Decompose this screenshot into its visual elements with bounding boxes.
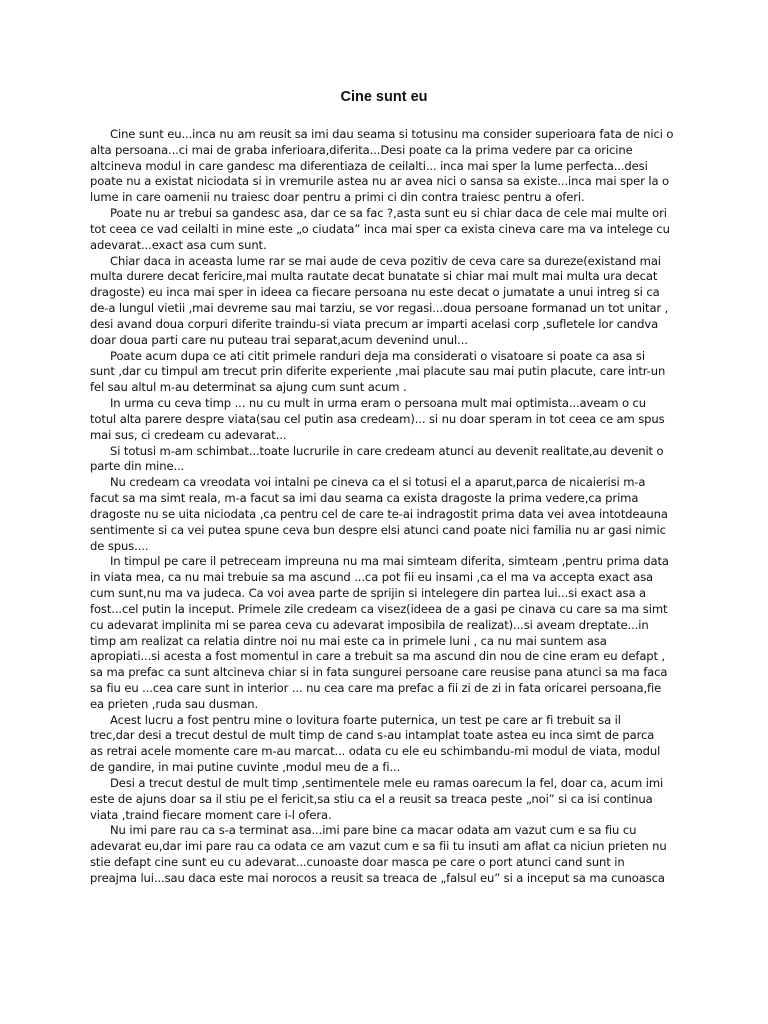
- text-line: sa fiu eu ...cea care sunt in interior ... nu cea care ma prefac a fii zi de zi in fata oricarei persoana,fie: [90, 680, 662, 695]
- text-line: Nu credeam ca vreodata voi intalni pe cineva ca el si totusi el a aparut,parca de nicaierisi m-a: [110, 475, 646, 490]
- text-line: poate nu a existat niciodata si in vremurile astea nu ar avea nici o sansa sa existe...inca mai sper la o: [90, 174, 669, 189]
- text-line: as retrai acele momente care m-au marcat... odata cu ele eu schimbandu-mi modul de viata, modul: [90, 744, 661, 759]
- paragraph: [90, 776, 680, 823]
- text-line: Nu imi pare rau ca s-a terminat asa...imi pare bine ca macar odata am vazut cum e sa fiu cu: [110, 823, 637, 838]
- text-line: dragoste nu se uita niciodata ,ca pentru cel de care te-ai indragostit prima data vei avea intotdeauna: [90, 506, 668, 521]
- text-line: multa durere decat fericire,mai multa rautate decat bunatate si chiar mai mult mai multa ura decat: [90, 269, 658, 284]
- text-line: de gandire, in mai putine cuvinte ,modul meu de a fi...: [90, 760, 401, 775]
- paragraph: [90, 349, 680, 396]
- text-line: fel sau altul m-au determinat sa ajung cum sunt acum .: [90, 380, 407, 395]
- text-line: In urma cu ceva timp ... nu cu mult in urma eram o persoana mult mai optimista...aveam o cu: [110, 396, 647, 411]
- text-line: fost...cel putin la inceput. Primele zile credeam ca visez(ideea de a gasi pe cinava cu care sa ma simt: [90, 601, 668, 616]
- text-line: preajma lui...sau daca este mai norocos a reusit sa treaca de „falsul eu” si a inceput sa ma cunoasca: [90, 870, 665, 885]
- text-line: tot ceea ce vad ceilalti in mine este „o ciudata” inca mai sper ca exista cineva care ma va intelege cu: [90, 221, 670, 236]
- text-line: stie defapt cine sunt eu cu adevarat...cunoaste doar masca pe care o port atunci cand sunt in: [90, 855, 625, 870]
- text-line: cu adevarat implinita mi se parea ceva cu adevarat imposibila de realizat)...si aveam dreptate...in: [90, 617, 649, 632]
- paragraph: [90, 475, 680, 554]
- text-line: sa ma prefac ca sunt altcineva chiar si in fata sungurei persoane care reusise pana atunci sa ma faca: [90, 665, 668, 680]
- text-line: Desi a trecut destul de mult timp ,sentimentele mele eu ramas oarecum la fel, doar ca, acum imi: [110, 775, 664, 790]
- text-line: desi avand doua corpuri diferite traindu-si viata precum ar imparti acelasi corp ,sufletele lor candva: [90, 316, 659, 331]
- document-body: [90, 127, 680, 887]
- text-line: mai sus, ci credeam cu adevarat...: [90, 427, 287, 442]
- text-line: facut sa ma simt reala, m-a facut sa imi dau seama ca exista dragoste la prima vedere,ca prima: [90, 491, 639, 506]
- text-line: ea prieten ,ruda sau dusman.: [90, 696, 259, 711]
- text-line: lume in care oamenii nu traiesc doar pentru a primi ci din contra traiesc pentru a oferi.: [90, 190, 585, 205]
- text-line: in viata mea, ca nu mai trebuie sa ma ascund ...ca pot fii eu insami ,ca el ma va accepta exact asa: [90, 570, 654, 585]
- text-line: de-a lungul vietii ,mai devreme sau mai tarziu, se vor regasi...doua persoane formanad un tot unitar ,: [90, 301, 669, 316]
- text-line: adevarat...exact asa cum sunt.: [90, 237, 267, 252]
- text-line: alta persoana...ci mai de graba inferioara,diferita...Desi poate ca la prima vedere par ca oricine: [90, 142, 633, 157]
- text-line: Cine sunt eu...inca nu am reusit sa imi dau seama si totusinu ma consider superioara fata de nici o: [110, 127, 674, 141]
- text-line: Poate nu ar trebui sa gandesc asa, dar ce sa fac ?,asta sunt eu si chiar daca de cele mai multe ori: [110, 206, 667, 221]
- paragraph: [90, 127, 680, 206]
- text-line: dragoste) eu inca mai sper in ideea ca fiecare persoana nu este decat o jumatate a unui intreg si ca: [90, 285, 660, 300]
- text-line: timp am realizat ca relatia dintre noi nu mai este ca in primele luni , ca nu mai suntem asa: [90, 633, 607, 648]
- text-line: sentimente si ca vei putea spune ceva bun despre elsi atunci cand poate nici familia nu ar gasi nimic: [90, 522, 666, 537]
- text-line: apropiati...si acesta a fost momentul in care a trebuit sa ma ascund din nou de cine eram eu defapt ,: [90, 649, 666, 664]
- text-line: adevarat eu,dar imi pare rau ca odata ce am vazut cum e sa fii tu insuti am aflat ca niciun prieten nu: [90, 839, 667, 854]
- text-line: cum sunt,nu ma va judeca. Ca voi avea parte de sprijin si intelegere din partea lui...si exact asa a: [90, 586, 646, 601]
- paragraph: [90, 206, 680, 253]
- paragraph: [90, 444, 680, 476]
- text-line: sunt ,dar cu timpul am trecut prin diferite experiente ,mai placute sau mai putin placute, care intr-un: [90, 364, 666, 379]
- text-line: este de ajuns doar sa il stiu pe el fericit,sa stiu ca el a reusit sa treaca peste „noi” si ca isi continua: [90, 791, 653, 806]
- paragraph: [90, 554, 680, 712]
- page-title: Cine sunt eu: [340, 89, 428, 105]
- text-line: In timpul pe care il petreceam impreuna nu ma mai simteam diferita, simteam ,pentru prima data: [110, 554, 669, 569]
- paragraph: [90, 713, 680, 776]
- text-line: viata ,traind fiecare moment care i-l ofera.: [90, 807, 332, 822]
- paragraph: [90, 823, 680, 886]
- text-line: doar doua parti care nu puteau trai separat,acum devenind unul...: [90, 332, 468, 347]
- text-line: Chiar daca in aceasta lume rar se mai aude de ceva pozitiv de ceva care sa dureze(existand mai: [110, 253, 661, 268]
- text-line: totul alta parere despre viata(sau cel putin asa credeam)... si nu doar speram in tot ceea ce am spus: [90, 411, 665, 426]
- text-line: de spus....: [90, 538, 149, 553]
- text-line: parte din mine...: [90, 459, 185, 474]
- text-line: Acest lucru a fost pentru mine o lovitura foarte puternica, un test pe care ar fi trebuit sa il: [110, 712, 621, 727]
- text-line: Si totusi m-am schimbat...toate lucrurile in care credeam atunci au devenit realitate,au devenit o: [110, 443, 664, 458]
- paragraph: [90, 254, 680, 349]
- text-line: Poate acum dupa ce ati citit primele randuri deja ma considerati o visatoare si poate ca asa si: [110, 348, 645, 363]
- paragraph: [90, 396, 680, 443]
- text-line: altcineva modul in care gandesc ma diferentiaza de ceilalti... inca mai sper la lume perfecta...desi: [90, 158, 648, 173]
- text-line: trec,dar desi a trecut destul de mult timp de cand s-au intamplat toate astea eu inca simt de parca: [90, 728, 655, 743]
